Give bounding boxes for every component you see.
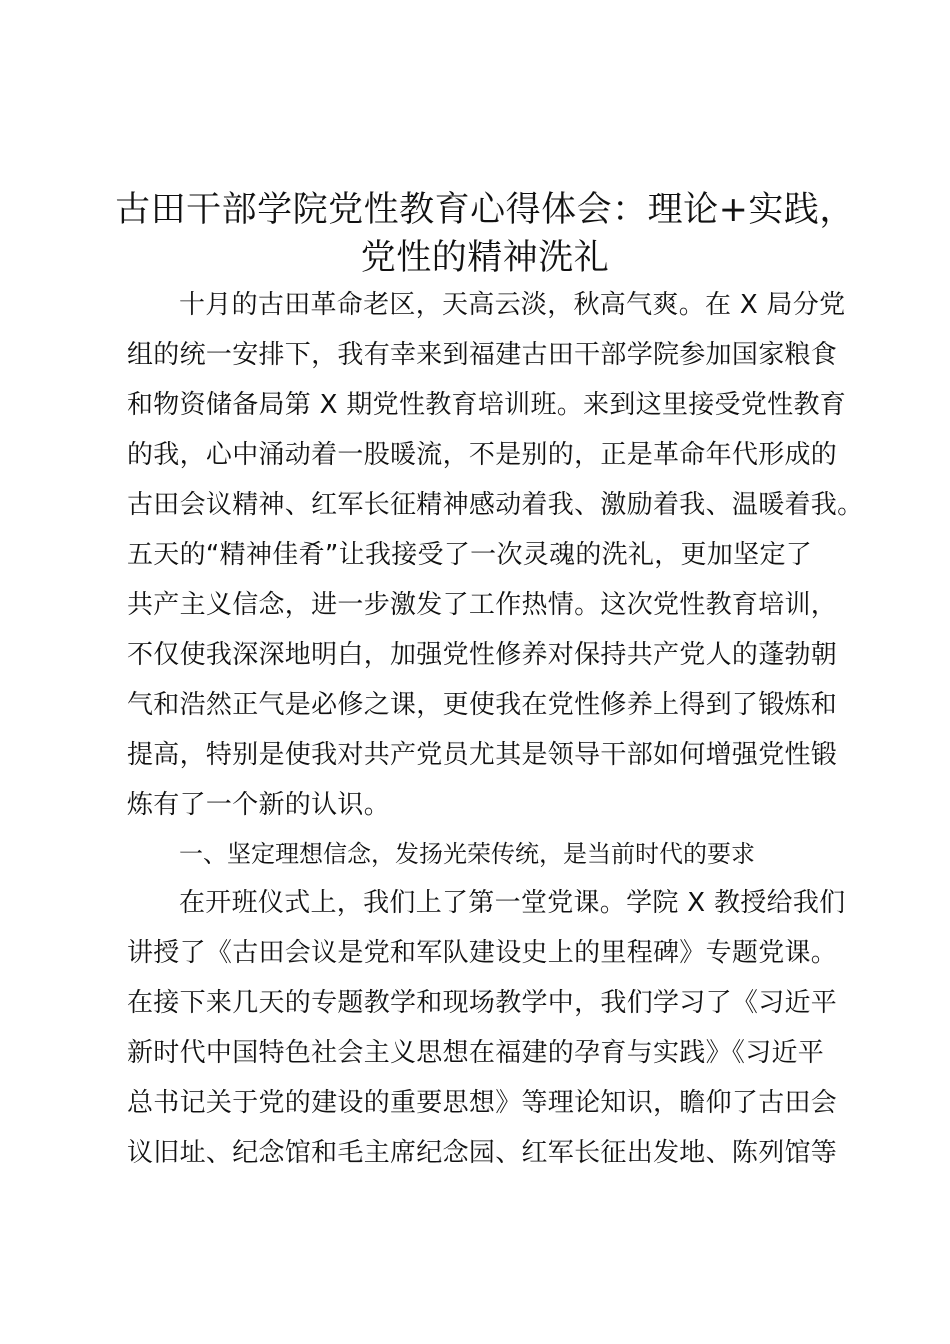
paragraph-line: 议旧址、纪念馆和毛主席纪念园、红军长征出发地、陈列馆等 — [127, 1138, 838, 1168]
paragraph-line: 组的统一安排下，我有幸来到福建古田干部学院参加国家粮食 — [127, 340, 838, 370]
paragraph-line: 不仅使我深深地明白，加强党性修养对保持共产党人的蓬勃朝 — [127, 640, 838, 670]
paragraph-line: 新时代中国特色社会主义思想在福建的孕育与实践》《习近平 — [127, 1038, 825, 1068]
paragraph-line: 在开班仪式上，我们上了第一堂党课。学院 X 教授给我们 — [179, 888, 846, 918]
paragraph-line: 和物资储备局第 X 期党性教育培训班。来到这里接受党性教育 — [127, 390, 847, 420]
paragraph-line: 总书记关于党的建设的重要思想》等理论知识，瞻仰了古田会 — [127, 1088, 838, 1118]
document-title-line-1: 古田干部学院党性教育心得体会：理论+实践， — [115, 190, 855, 230]
paragraph-line: 讲授了《古田会议是党和军队建设史上的里程碑》专题党课。 — [127, 938, 838, 968]
section-heading: 一、坚定理想信念，发扬光荣传统，是当前时代的要求 — [179, 840, 755, 868]
document-title-line-2: 党性的精神洗礼 — [360, 238, 610, 278]
paragraph-line: 提高，特别是使我对共产党员尤其是领导干部如何增强党性锻 — [127, 740, 838, 770]
paragraph-line: 十月的古田革命老区，天高云淡，秋高气爽。在 X 局分党 — [179, 290, 846, 320]
paragraph-line: 共产主义信念，进一步激发了工作热情。这次党性教育培训， — [127, 590, 838, 620]
paragraph-line: 在接下来几天的专题教学和现场教学中，我们学习了《习近平 — [127, 988, 838, 1018]
paragraph-line: 炼有了一个新的认识。 — [127, 790, 391, 820]
paragraph-line: 气和浩然正气是必修之课，更使我在党性修养上得到了锻炼和 — [127, 690, 838, 720]
paragraph-line: 的我，心中涌动着一股暖流，不是别的，正是革命年代形成的 — [127, 440, 838, 470]
paragraph-line: 古田会议精神、红军长征精神感动着我、激励着我、温暖着我。 — [127, 490, 864, 520]
paragraph-line: 五天的“精神佳肴”让我接受了一次灵魂的洗礼，更加坚定了 — [127, 540, 813, 570]
